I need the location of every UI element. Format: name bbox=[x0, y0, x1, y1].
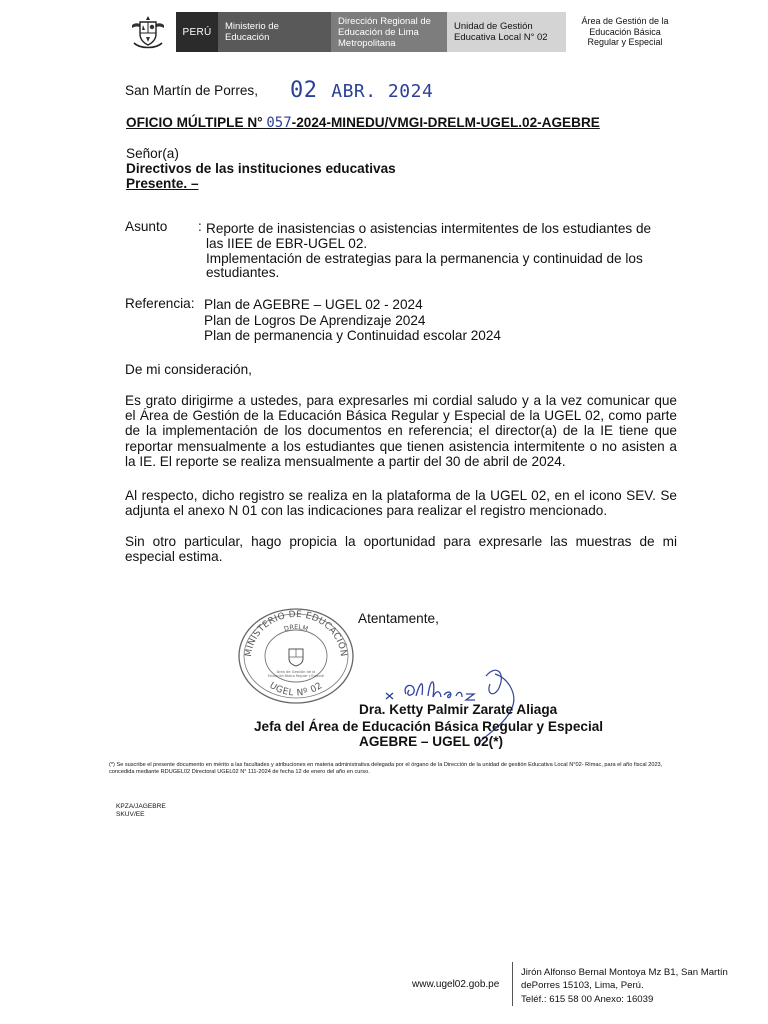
address-line: dePorres 15103, Lima, Perú. bbox=[521, 980, 644, 992]
stamp-outer-top: MINISTERIO DE EDUCACIÓN bbox=[243, 609, 349, 658]
reference-item: Plan de Logros De Aprendizaje 2024 bbox=[204, 313, 426, 328]
official-stamp bbox=[237, 607, 355, 705]
initials-line: SKUV/EE bbox=[116, 811, 145, 818]
ministry-label: Ministerio de Educación bbox=[218, 12, 331, 52]
stamp-inner-mid: Área de Gestión de la bbox=[276, 670, 316, 674]
footnote-line: (*) Se suscribe el presente documento en mérito a las facultades y atribuciones en materia administrativa delegada por el órgano de la Dirección de la unidad de gestión Educativa Local N°02- Rímac, para el año fiscal 2023, bbox=[109, 762, 663, 768]
footnote-line: concedida mediante RDUGEL02 Directoral UGEL02 N° 111-2024 de fecha 12 de enero del año en curso. bbox=[109, 769, 370, 775]
place-label: San Martín de Porres, bbox=[125, 83, 258, 98]
subject-colon: : bbox=[198, 219, 202, 234]
stamp-outer-bottom: UGEL Nº 02 bbox=[267, 680, 325, 699]
closing: Atentamente, bbox=[358, 611, 439, 626]
subject-line: Reporte de inasistencias o asistencias intermitentes de los estudiantes de bbox=[206, 221, 652, 236]
address-line: Jirón Alfonso Bernal Montoya Mz B1, San Martín bbox=[521, 967, 728, 978]
letterhead bbox=[120, 11, 684, 53]
svg-text:DRELM bbox=[283, 623, 309, 633]
peru-label: PERÚ bbox=[176, 12, 218, 52]
addressee-present: Presente. – bbox=[126, 176, 199, 191]
stamp-inner-mid: Educación Básica Regular y Especial bbox=[267, 674, 325, 678]
ugel-label: Unidad de Gestión Educativa Local N° 02 bbox=[447, 12, 566, 52]
area-label: Área de Gestión de la Educación Básica Regular y Especial bbox=[566, 12, 684, 52]
subject-line: estudiantes. bbox=[206, 265, 280, 280]
document-reference: OFICIO MÚLTIPLE N° 057-2024-MINEDU/VMGI-DRELM-UGEL.02-AGEBRE bbox=[126, 115, 600, 131]
subject-line: Implementación de estrategias para la permanencia y continuidad de los bbox=[206, 251, 643, 266]
reference-label: Referencia: bbox=[125, 296, 195, 311]
greeting: De mi consideración, bbox=[125, 362, 252, 377]
svg-text:UGEL Nº 02 bbox=[267, 681, 324, 699]
stamp-emblem-icon bbox=[289, 649, 303, 666]
footer-address bbox=[521, 966, 728, 1006]
handwritten-date bbox=[290, 78, 433, 103]
footer-divider bbox=[512, 962, 513, 1006]
address-line: Teléf.: 615 58 00 Anexo: 16039 bbox=[521, 993, 654, 1005]
reference-item: Plan de AGEBRE – UGEL 02 - 2024 bbox=[204, 297, 423, 312]
stamp-inner-top: DRELM bbox=[282, 622, 310, 634]
body-paragraph-3: Sin otro particular, hago propicia la oportunidad para expresarle las muestras de mi especial estima. bbox=[125, 534, 677, 565]
signer-unit: AGEBRE – UGEL 02(*) bbox=[359, 734, 504, 749]
reference-item: Plan de permanencia y Continuidad escolar 2024 bbox=[204, 328, 501, 343]
coat-of-arms-icon bbox=[120, 11, 176, 53]
addressee-name: Directivos de las instituciones educativas bbox=[126, 161, 396, 176]
date-day: 02 bbox=[290, 78, 318, 103]
initials-line: KPZA/JAGEBRE bbox=[116, 803, 166, 810]
date-month-year: ABR. 2024 bbox=[331, 81, 434, 102]
addressee-salutation: Señor(a) bbox=[126, 146, 179, 161]
signer-title: Jefa del Área de Educación Básica Regular y Especial bbox=[254, 719, 604, 734]
subject-line: las IIEE de EBR-UGEL 02. bbox=[206, 236, 368, 251]
subject-label: Asunto bbox=[125, 219, 168, 234]
body-paragraph-2: Al respecto, dicho registro se realiza en la plataforma de la UGEL 02, en el icono SEV. Se adjunta el anexo N 01 con las indicaciones para realizar el registro mencionado. bbox=[125, 488, 677, 519]
regional-direction-label: Dirección Regional de Educación de Lima Metropolitana bbox=[331, 12, 447, 52]
signer-name: Dra. Ketty Palmir Zarate Aliaga bbox=[359, 702, 558, 717]
body-paragraph-1: Es grato dirigirme a ustedes, para expresarles mi cordial saludo y a la vez comunicar que el Área de Gestión de la Educación Básica Regular y Especial de la UGEL 02, como parte de la implementación de los documentos en referencia; el director(a) de la IE tiene que reportar mensualmente a los estudiantes que tienen asistencia intermitente o no asisten a la IE. El reporte se realiza mensualmente a partir del 30 de abril de 2024. bbox=[125, 393, 677, 469]
handwritten-number: 057 bbox=[266, 115, 292, 131]
website-link[interactable]: www.ugel02.gob.pe bbox=[412, 979, 500, 990]
